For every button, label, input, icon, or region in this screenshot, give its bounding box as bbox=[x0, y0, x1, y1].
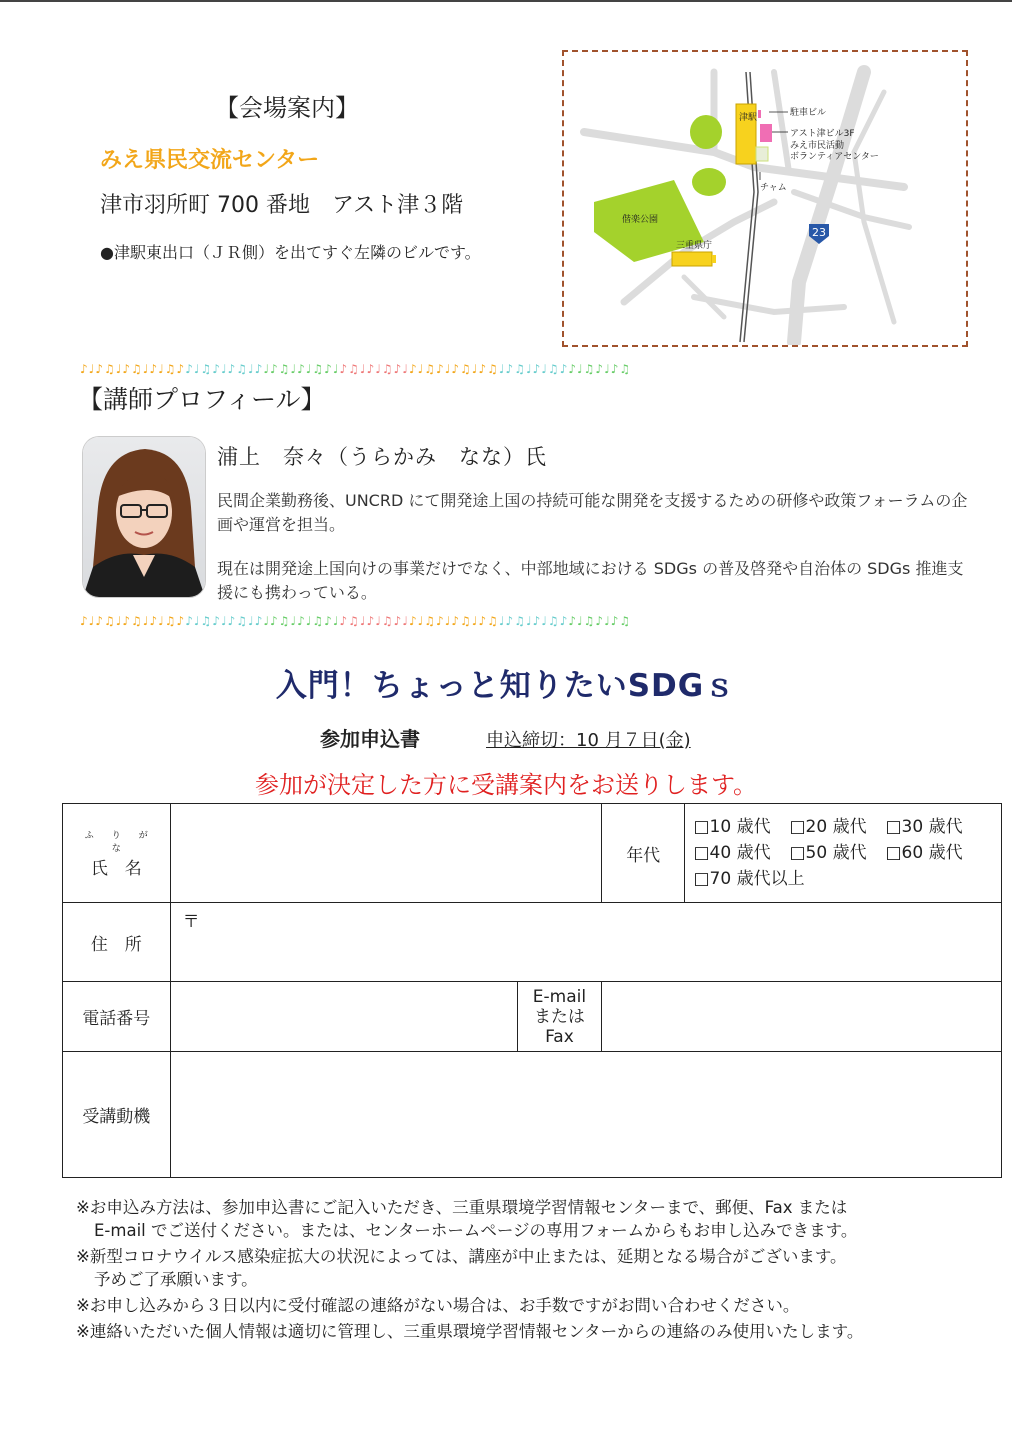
shrine-area bbox=[690, 115, 722, 149]
furigana-label: ふりがな bbox=[84, 830, 166, 854]
name-label: 氏 名 bbox=[90, 858, 142, 879]
email-label-line1: E-mail bbox=[532, 986, 587, 1007]
age-option-60s[interactable]: □60 歳代 bbox=[885, 843, 963, 863]
motive-input-cell[interactable] bbox=[170, 1052, 1001, 1178]
music-note-divider-bottom: ♪♩♪♫♩♪♫♩♪♩♫♪♪♩♫♪♩♪♫♩♪♩♪♫♩♪♩♫♪♩♪♫♩♪♩♫♪♩♪♩♫♪♩♪♫♩♪♫♩♪♫♩♪♩♫♪♪♩♫♪♩♪♫ bbox=[80, 614, 632, 628]
age-option-10s[interactable]: □10 歳代 bbox=[693, 817, 771, 837]
lecturer-photo bbox=[83, 437, 205, 597]
event-title: 入門！ちょっと知りたいSDGｓ bbox=[275, 668, 737, 704]
lecturer-bio-1: 民間企業勤務後、UNCRD にて開発途上国の持続可能な開発を支援するための研修や政策フォーラムの企画や運営を担当。 bbox=[217, 491, 968, 534]
phone-label: 電話番号 bbox=[63, 982, 171, 1052]
age-option-70s[interactable]: □70 歳代以上 bbox=[693, 869, 805, 889]
map-label-center-1: みえ市民活動 bbox=[790, 141, 845, 151]
map-label-parking: 駐車ビル bbox=[790, 108, 827, 118]
motive-label: 受講動機 bbox=[63, 1052, 171, 1178]
music-note-divider-top: ♪♩♪♫♩♪♫♩♪♩♫♪♪♩♫♪♩♪♫♩♪♩♪♫♩♪♩♫♪♩♪♫♩♪♩♫♪♩♪♩♫♪♩♪♫♩♪♫♩♪♫♩♪♩♫♪♪♩♫♪♩♪♫ bbox=[80, 362, 632, 376]
ast-building bbox=[760, 124, 772, 142]
age-options bbox=[685, 804, 1002, 903]
footer-note-2 bbox=[76, 1245, 996, 1291]
application-form-label: 参加申込書 bbox=[320, 727, 420, 751]
phone-input-cell[interactable] bbox=[170, 982, 517, 1052]
venue-map bbox=[562, 50, 968, 347]
parking-marker bbox=[758, 110, 761, 118]
venue-name: みえ県民交流センター bbox=[100, 148, 320, 173]
map-label-chamu: チャム bbox=[760, 183, 787, 193]
age-option-30s[interactable]: □30 歳代 bbox=[885, 817, 963, 837]
footer-note-1b: E-mail でご送付ください。または、センターホームページの専用フォームからもお申し込みできます。 bbox=[94, 1221, 858, 1240]
lecturer-bio-2: 現在は開発途上国向けの事業だけでなく、中部地域における SDGs の普及啓発や自治体の SDGs 推進支援にも携わっている。 bbox=[217, 559, 964, 602]
shrine-area-2 bbox=[692, 168, 726, 196]
name-input-cell[interactable] bbox=[170, 804, 601, 903]
application-deadline: 申込締切：10 月７日(金) bbox=[486, 730, 691, 751]
email-label-line2: または bbox=[533, 1006, 585, 1027]
map-label-station: 津駅 bbox=[739, 113, 758, 123]
application-form-table bbox=[62, 803, 1002, 1178]
address-label: 住 所 bbox=[63, 903, 171, 982]
footer-note-2a: ※新型コロナウイルス感染症拡大の状況によっては、講座が中止または、延期となる場合がございます。 bbox=[76, 1247, 847, 1266]
map-label-park: 偕楽公園 bbox=[622, 215, 659, 225]
age-option-20s[interactable]: □20 歳代 bbox=[789, 817, 867, 837]
address-input-cell[interactable] bbox=[170, 903, 1001, 982]
venue-access-note: ●津駅東出口（ＪＲ側）を出てすぐ左隣のビルです。 bbox=[100, 243, 481, 262]
email-label-line3: Fax bbox=[545, 1026, 574, 1047]
top-border-line bbox=[0, 0, 1012, 2]
postal-mark: 〒 bbox=[182, 912, 200, 932]
profile-heading: 【講師プロフィール】 bbox=[78, 385, 326, 414]
age-option-50s[interactable]: □50 歳代 bbox=[789, 843, 867, 863]
footer-note-2b: 予めご了承願います。 bbox=[94, 1270, 258, 1289]
footer-note-1 bbox=[76, 1196, 996, 1242]
email-fax-input-cell[interactable] bbox=[601, 982, 1001, 1052]
map-label-pref: 三重県庁 bbox=[676, 241, 713, 251]
footer-note-3: ※お申し込みから３日以内に受付確認の連絡がない場合は、お手数ですがお問い合わせください。 bbox=[76, 1296, 800, 1315]
footer-note-4: ※連絡いただいた個人情報は適切に管理し、三重県環境学習情報センターからの連絡のみ使用いたします。 bbox=[76, 1322, 864, 1341]
email-fax-label bbox=[517, 982, 601, 1052]
age-label: 年代 bbox=[601, 804, 685, 903]
route-23-label: 23 bbox=[812, 226, 826, 239]
venue-heading: 【会場案内】 bbox=[215, 94, 359, 122]
age-option-40s[interactable]: □40 歳代 bbox=[693, 843, 771, 863]
map-label-ast: アスト津ビル3F bbox=[790, 129, 855, 139]
name-label-cell bbox=[63, 804, 171, 903]
selection-notice: 参加が決定した方に受講案内をお送りします。 bbox=[254, 771, 758, 799]
prefecture-office bbox=[672, 252, 712, 266]
lecturer-name: 浦上 奈々（うらかみ なな）氏 bbox=[217, 445, 547, 469]
footer-note-1a: ※お申込み方法は、参加申込書にご記入いただき、三重県環境学習情報センターまで、郵便、Fax または bbox=[76, 1198, 848, 1217]
map-label-center-2: ボランティアセンター bbox=[790, 152, 879, 162]
footer-notes bbox=[76, 1196, 996, 1346]
venue-address: 津市羽所町 700 番地 アスト津３階 bbox=[100, 193, 464, 218]
